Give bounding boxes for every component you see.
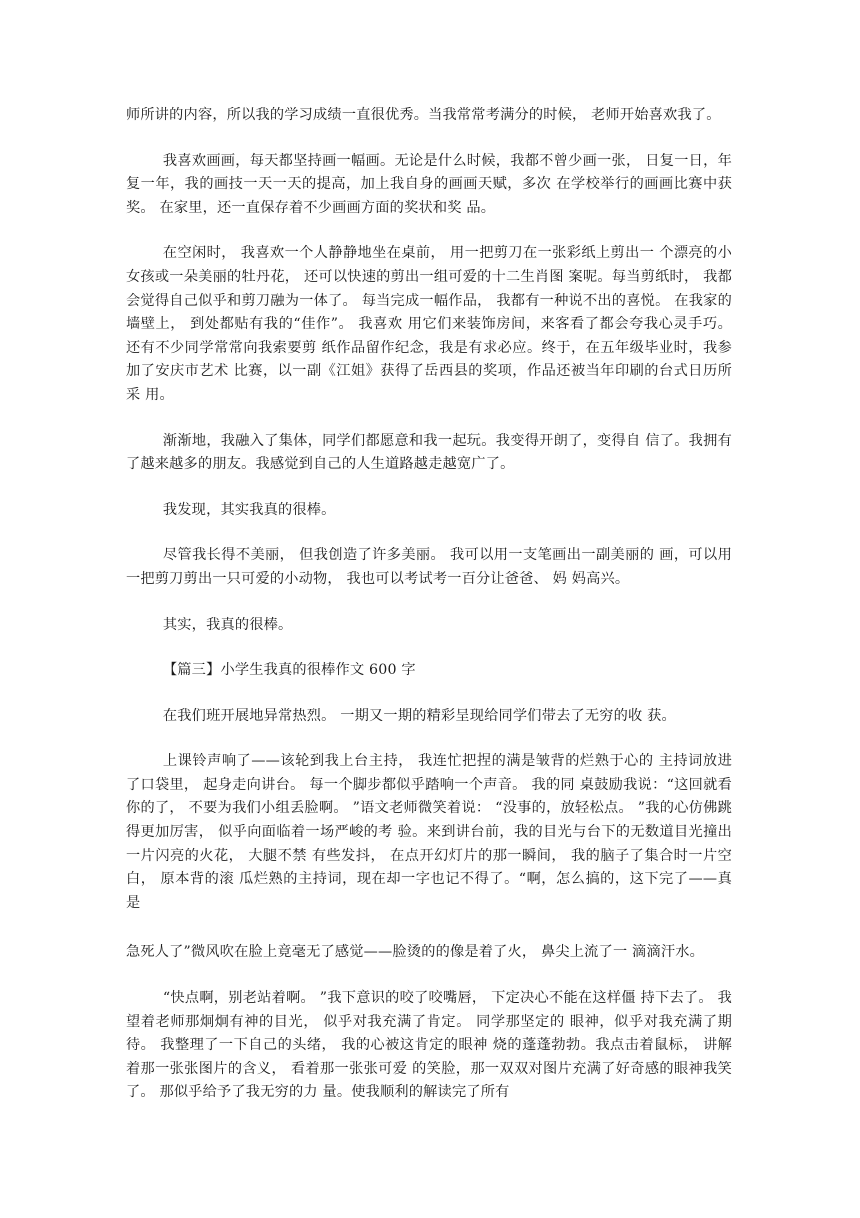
section-heading: 【篇三】小学生我真的很棒作文 600 字 <box>162 662 416 679</box>
paragraph-7: 其实，我真的很棒。 <box>162 616 293 633</box>
paragraph-8: 在我们班开展地异常热烈。 一期又一期的精彩呈现给同学们带去了无穷的收 获。 <box>162 707 676 724</box>
paragraph-2: 我喜欢画画，每天都坚持画一幅画。无论是什么时候，我都不曾少画一张， 日复一日，年复一年，我的画技一天一天的提高，加上我自身的画画天赋，多次 在学校举行的画画比赛中获奖。 在家里，还一直保存着不少画画方面的奖状和奖 品。 <box>126 152 732 216</box>
paragraph-10: 急死人了”微风吹在脸上竟毫无了感觉——脸烫的的像是着了火， 鼻尖上流了一 滴滴汗水。 <box>126 944 704 961</box>
paragraph-1: 师所讲的内容，所以我的学习成绩一直很优秀。当我常常考满分的时候， 老师开始喜欢我了。 <box>126 107 721 123</box>
paragraph-6: 尽管我长得不美丽， 但我创造了许多美丽。 我可以用一支笔画出一副美丽的 画，可以用一把剪刀剪出一只可爱的小动物， 我也可以考试考一百分让爸爸、 妈 妈高兴。 <box>126 547 732 587</box>
paragraph-4: 渐渐地，我融入了集体，同学们都愿意和我一起玩。我变得开朗了，变得自 信了。我拥有了越来越多的朋友。我感觉到自己的人生道路越走越宽广了。 <box>126 432 732 473</box>
document-page <box>126 104 732 1127</box>
paragraph-5: 我发现，其实我真的很棒。 <box>162 501 336 518</box>
paragraph-11: “快点啊，别老站着啊。 ”我下意识的咬了咬嘴唇， 下定决心不能在这样僵 持下去了。 我望着老师那炯炯有神的目光， 似乎对我充满了肯定。 同学那坚定的 眼神，似乎对我充满了期待。 我整理了一下自己的头绪， 我的心被这肯定的眼神 烧的蓬蓬勃勃。我点击着鼠标， 讲解着那一张张图片的含义， 看着那一张张可爱 的笑脸，那一双双对图片充满了好奇感的眼神我笑了。 那似乎给予了我无穷的力 量。使我顺利的解读完了所有 <box>126 990 732 1101</box>
paragraph-9: 上课铃声响了——该轮到我上台主持， 我连忙把捏的满是皱背的烂熟于心的 主持词放进了口袋里， 起身走向讲台。 每一个脚步都似乎踏响一个声音。 我的同 桌鼓励我说：“这回就看你的了， 不要为我们小组丢脸啊。 ”语文老师微笑着说： “没事的，放轻松点。 ”我的心仿佛跳得更加厉害， 似乎向面临着一场严峻的考 验。来到讲台前，我的目光与台下的无数道目光撞出一片闪亮的火花， 大腿不禁 有些发抖， 在点开幻灯片的那一瞬间， 我的脑子了集合时一片空白， 原本背的滚 瓜烂熟的主持词，现在却一字也记不得了。“啊，怎么搞的，这下完了——真是 <box>126 753 732 911</box>
paragraph-3: 在空闲时， 我喜欢一个人静静地坐在桌前， 用一把剪刀在一张彩纸上剪出一 个漂亮的小女孩或一朵美丽的牡丹花， 还可以快速的剪出一组可爱的十二生肖图 案呢。每当剪纸时， 我都会觉得自己似乎和剪刀融为一体了。 每当完成一幅作品， 我都有一种说不出的喜悦。 在我家的墙壁上， 到处都贴有我的“佳作”。 我喜欢 用它们来装饰房间，来客看了都会夸我心灵手巧。 还有不少同学常常向我索要剪 纸作品留作纪念，我是有求必应。终于，在五年级毕业时，我参加了安庆市艺术 比赛，以一副《江姐》获得了岳西县的奖项，作品还被当年印刷的台式日历所采 用。 <box>126 245 732 403</box>
